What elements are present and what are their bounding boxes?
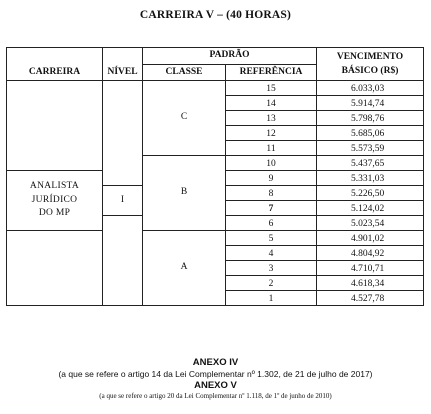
referencia-cell: 8 bbox=[226, 186, 317, 201]
referencia-cell: 14 bbox=[226, 96, 317, 111]
vencimento-cell: 4.710,71 bbox=[317, 261, 424, 276]
referencia-cell: 5 bbox=[226, 231, 317, 246]
carreira-blank-bottom bbox=[7, 231, 103, 306]
vencimento-cell: 5.685,06 bbox=[317, 126, 424, 141]
classe-cell: C bbox=[143, 81, 226, 156]
annex-v-reference: (a que se refere o artigo 20 da Lei Complementar nº 1.118, de 1º de junho de 2010) bbox=[99, 392, 332, 400]
annex-v-title: ANEXO V bbox=[194, 380, 237, 391]
header-padrao: PADRÃO bbox=[143, 48, 317, 65]
vencimento-cell: 5.437,65 bbox=[317, 156, 424, 171]
referencia-cell: 10 bbox=[226, 156, 317, 171]
nivel-blank-bottom bbox=[103, 216, 143, 306]
referencia-cell: 13 bbox=[226, 111, 317, 126]
referencia-cell: 3 bbox=[226, 261, 317, 276]
classe-cell: B bbox=[143, 156, 226, 231]
vencimento-cell: 5.124,02 bbox=[317, 201, 424, 216]
nivel-blank-top bbox=[103, 81, 143, 186]
page-title: CARREIRA V – (40 HORAS) bbox=[139, 9, 292, 21]
annex-iv-reference: (a que se refere o artigo 14 da Lei Complementar nº 1.302, de 21 de julho de 2017) bbox=[58, 369, 373, 379]
vencimento-cell: 6.033,03 bbox=[317, 81, 424, 96]
salary-table bbox=[6, 47, 424, 306]
carreira-line: DO MP bbox=[38, 208, 71, 219]
nivel-cell: I bbox=[103, 186, 143, 216]
referencia-cell: 15 bbox=[226, 81, 317, 96]
referencia-cell: 9 bbox=[226, 171, 317, 186]
referencia-cell: 7 bbox=[226, 201, 317, 216]
header-classe: CLASSE bbox=[143, 65, 226, 81]
vencimento-cell: 5.914,74 bbox=[317, 96, 424, 111]
carreira-line: ANALISTA bbox=[29, 180, 80, 191]
carreira-cell bbox=[7, 171, 103, 231]
header-row-1 bbox=[7, 48, 424, 65]
classe-cell: A bbox=[143, 231, 226, 306]
table-row bbox=[7, 231, 424, 246]
vencimento-cell: 5.331,03 bbox=[317, 171, 424, 186]
vencimento-cell: 5.023,54 bbox=[317, 216, 424, 231]
header-vencimento bbox=[317, 48, 424, 81]
vencimento-cell: 4.618,34 bbox=[317, 276, 424, 291]
annex-iv-title: ANEXO IV bbox=[192, 357, 239, 368]
referencia-cell: 6 bbox=[226, 216, 317, 231]
header-nivel: NÍVEL bbox=[103, 48, 143, 81]
carreira-blank-top bbox=[7, 81, 103, 171]
vencimento-cell: 4.804,92 bbox=[317, 246, 424, 261]
referencia-cell: 12 bbox=[226, 126, 317, 141]
vencimento-cell: 5.226,50 bbox=[317, 186, 424, 201]
header-vencimento-line2: BÁSICO (R$) bbox=[341, 66, 399, 76]
vencimento-cell: 4.901,02 bbox=[317, 231, 424, 246]
header-referencia: REFERÊNCIA bbox=[226, 65, 317, 81]
vencimento-cell: 5.573,59 bbox=[317, 141, 424, 156]
referencia-cell: 2 bbox=[226, 276, 317, 291]
header-vencimento-line1: VENCIMENTO bbox=[336, 51, 404, 62]
referencia-cell: 1 bbox=[226, 291, 317, 306]
vencimento-cell: 4.527,78 bbox=[317, 291, 424, 306]
table-row bbox=[7, 81, 424, 96]
vencimento-cell: 5.798,76 bbox=[317, 111, 424, 126]
referencia-cell: 4 bbox=[226, 246, 317, 261]
carreira-line: JURÍDICO bbox=[31, 194, 78, 205]
referencia-cell: 11 bbox=[226, 141, 317, 156]
header-carreira: CARREIRA bbox=[7, 48, 103, 81]
